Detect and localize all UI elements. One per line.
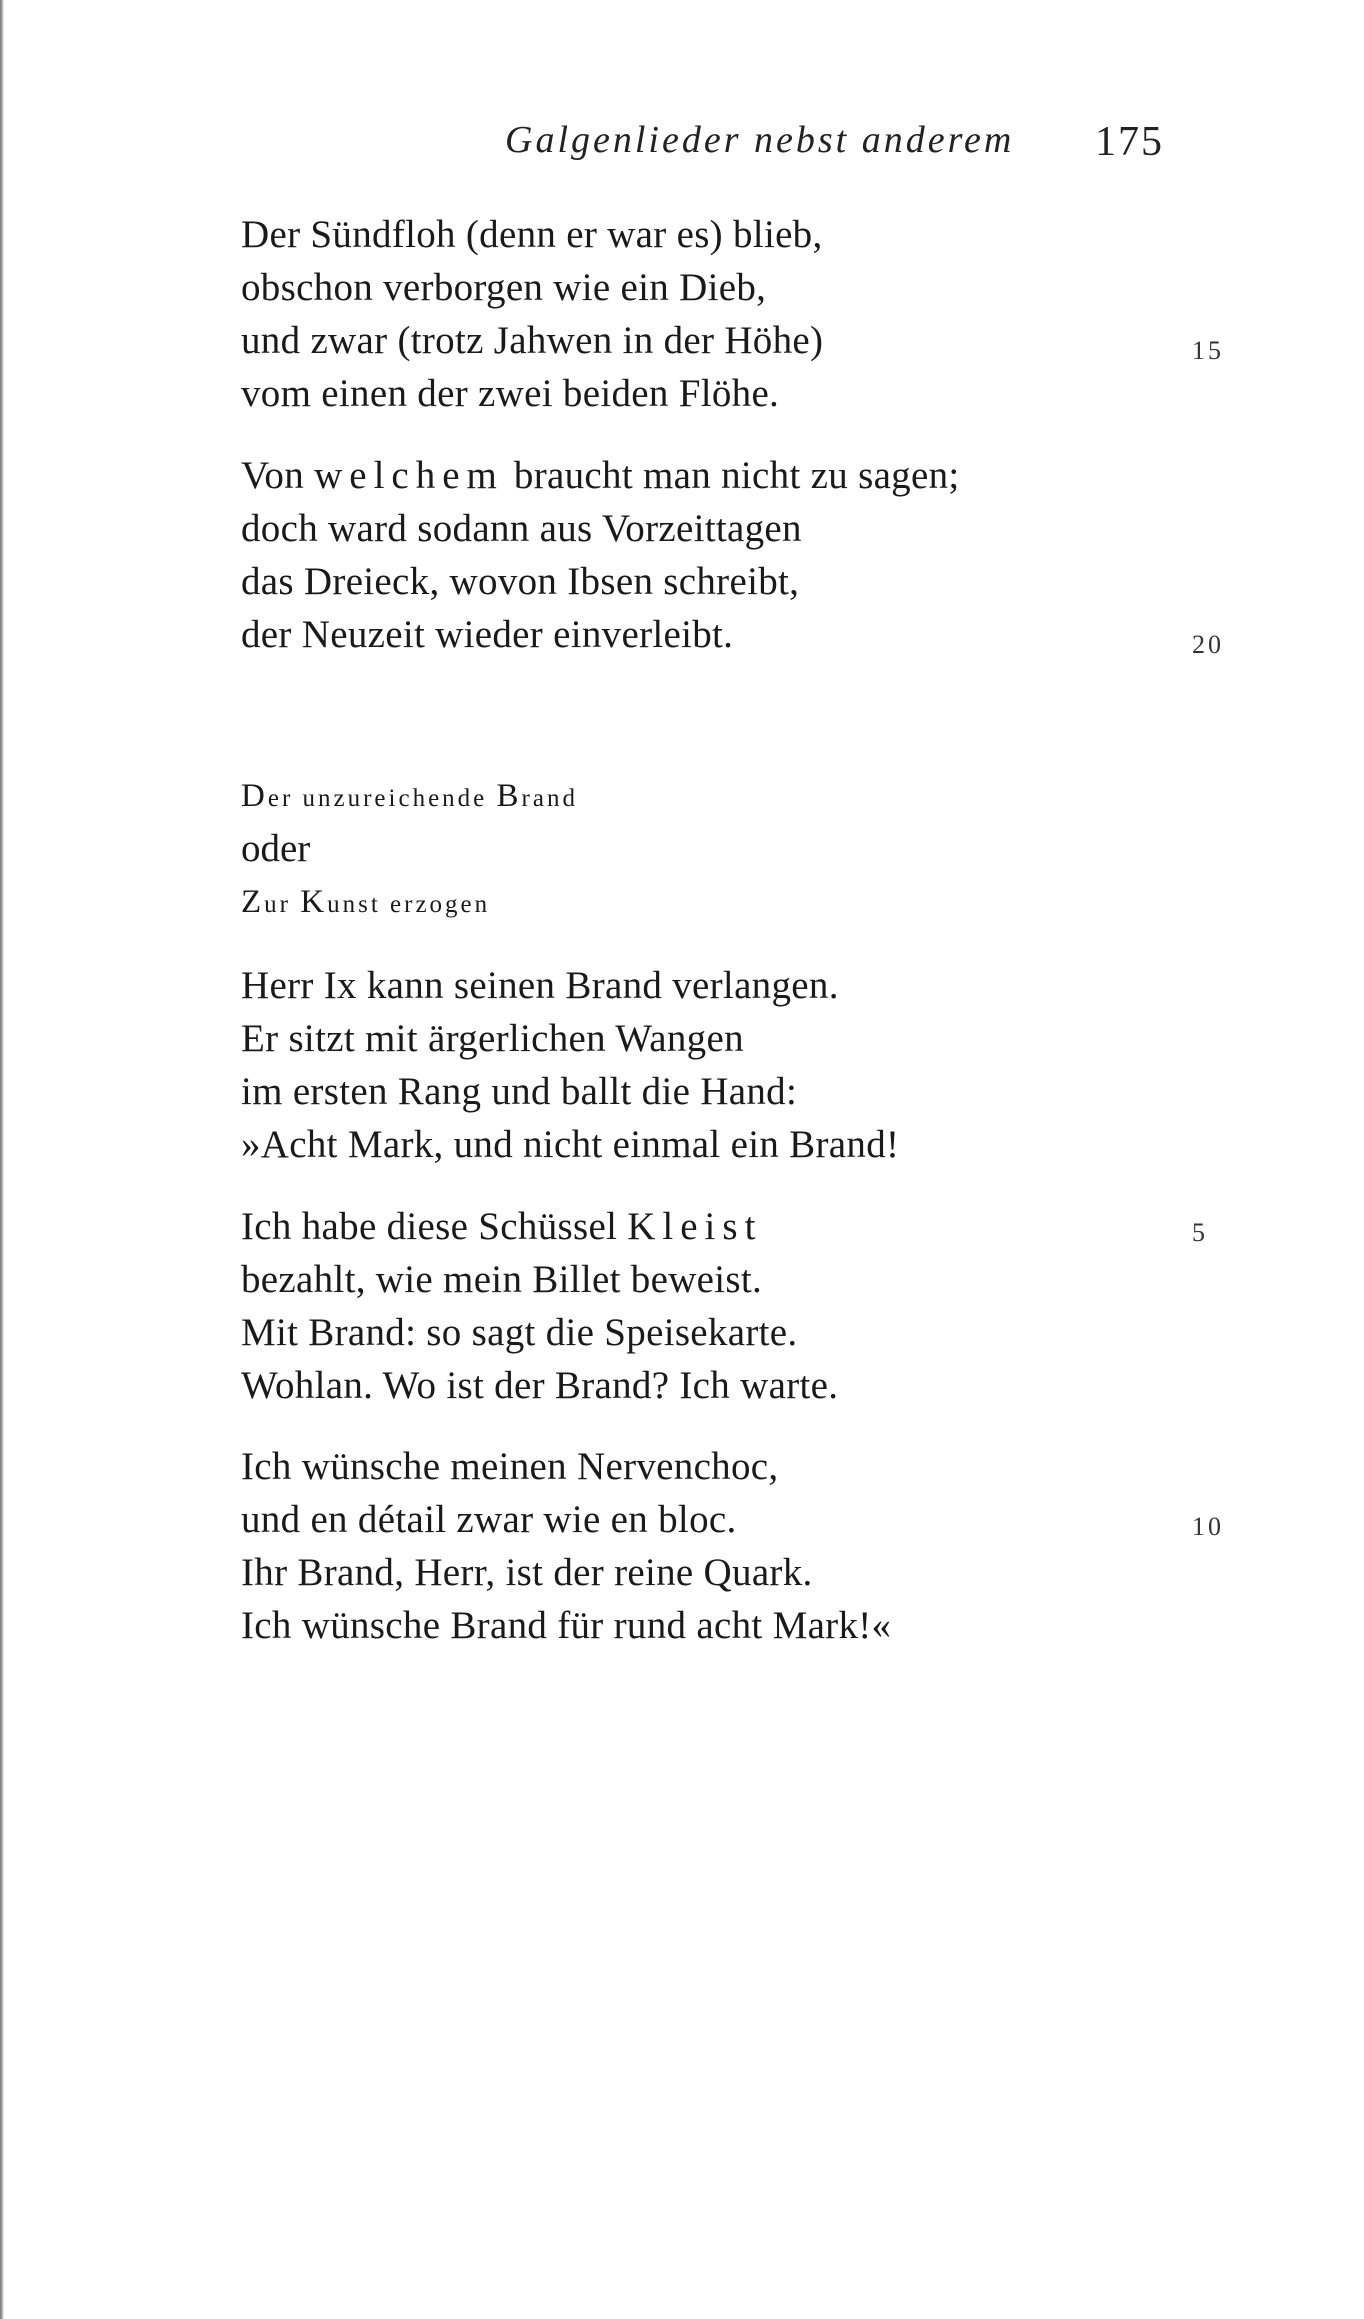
page-number: 175 — [1095, 119, 1164, 165]
title-small-caps: unst erzogen — [327, 891, 491, 918]
title-small-caps: ur — [264, 891, 301, 918]
title-line — [241, 884, 490, 921]
line-number: 5 — [1192, 1218, 1208, 1247]
poem-line — [241, 453, 960, 498]
running-title: Galgenlieder nebst anderem — [505, 119, 1015, 161]
line-number: 20 — [1192, 630, 1224, 659]
poem-line: und zwar (trotz Jahwen in der Höhe) — [241, 319, 824, 362]
poem-line: Ihr Brand, Herr, ist der reine Quark. — [241, 1551, 813, 1594]
line-text: Von — [241, 454, 315, 497]
poem-line: Ich wünsche Brand für rund acht Mark!« — [241, 1604, 892, 1647]
title-small-caps: er unzureichende — [267, 785, 497, 812]
poem-line: im ersten Rang und ballt die Hand: — [241, 1070, 798, 1113]
title-line — [241, 778, 578, 815]
poem-line: Mit Brand: so sagt die Speisekarte. — [241, 1311, 798, 1354]
page-edge-shadow — [0, 0, 4, 2319]
title-cap: Z — [241, 884, 265, 920]
line-text: Ich habe diese Schüssel — [241, 1205, 628, 1248]
poem-line: vom einen der zwei beiden Flöhe. — [241, 372, 780, 415]
line-text: braucht man nicht zu sagen; — [503, 454, 960, 497]
poem-line: obschon verborgen wie ein Dieb, — [241, 266, 767, 309]
poem-line: und en détail zwar wie en bloc. — [241, 1498, 737, 1541]
poem-line: der Neuzeit wieder einverleibt. — [241, 613, 734, 656]
title-connector: oder — [241, 827, 311, 870]
poem-line: Wohlan. Wo ist der Brand? Ich warte. — [241, 1364, 839, 1407]
poem-line: Er sitzt mit ärgerlichen Wangen — [241, 1017, 744, 1060]
poem-line — [241, 1204, 762, 1249]
poem-line: doch ward sodann aus Vorzeittagen — [241, 507, 802, 550]
poem-line: »Acht Mark, und nicht einmal ein Brand! — [241, 1123, 900, 1166]
title-cap: D — [241, 778, 268, 814]
poem-line: Der Sündfloh (denn er war es) blieb, — [241, 213, 823, 256]
emphasized-word: welchem — [314, 454, 504, 497]
title-small-caps: rand — [521, 785, 578, 812]
poem-line: bezahlt, wie mein Billet beweist. — [241, 1258, 763, 1301]
line-number: 15 — [1192, 336, 1224, 365]
poem-line: Ich wünsche meinen Nervenchoc, — [241, 1445, 779, 1488]
title-cap: K — [300, 884, 328, 920]
poem-line: Herr Ix kann seinen Brand verlangen. — [241, 964, 839, 1007]
title-cap: B — [496, 778, 522, 814]
emphasized-word: Kleist — [627, 1205, 763, 1248]
line-number: 10 — [1192, 1512, 1224, 1541]
poem-line: das Dreieck, wovon Ibsen schreibt, — [241, 560, 800, 603]
